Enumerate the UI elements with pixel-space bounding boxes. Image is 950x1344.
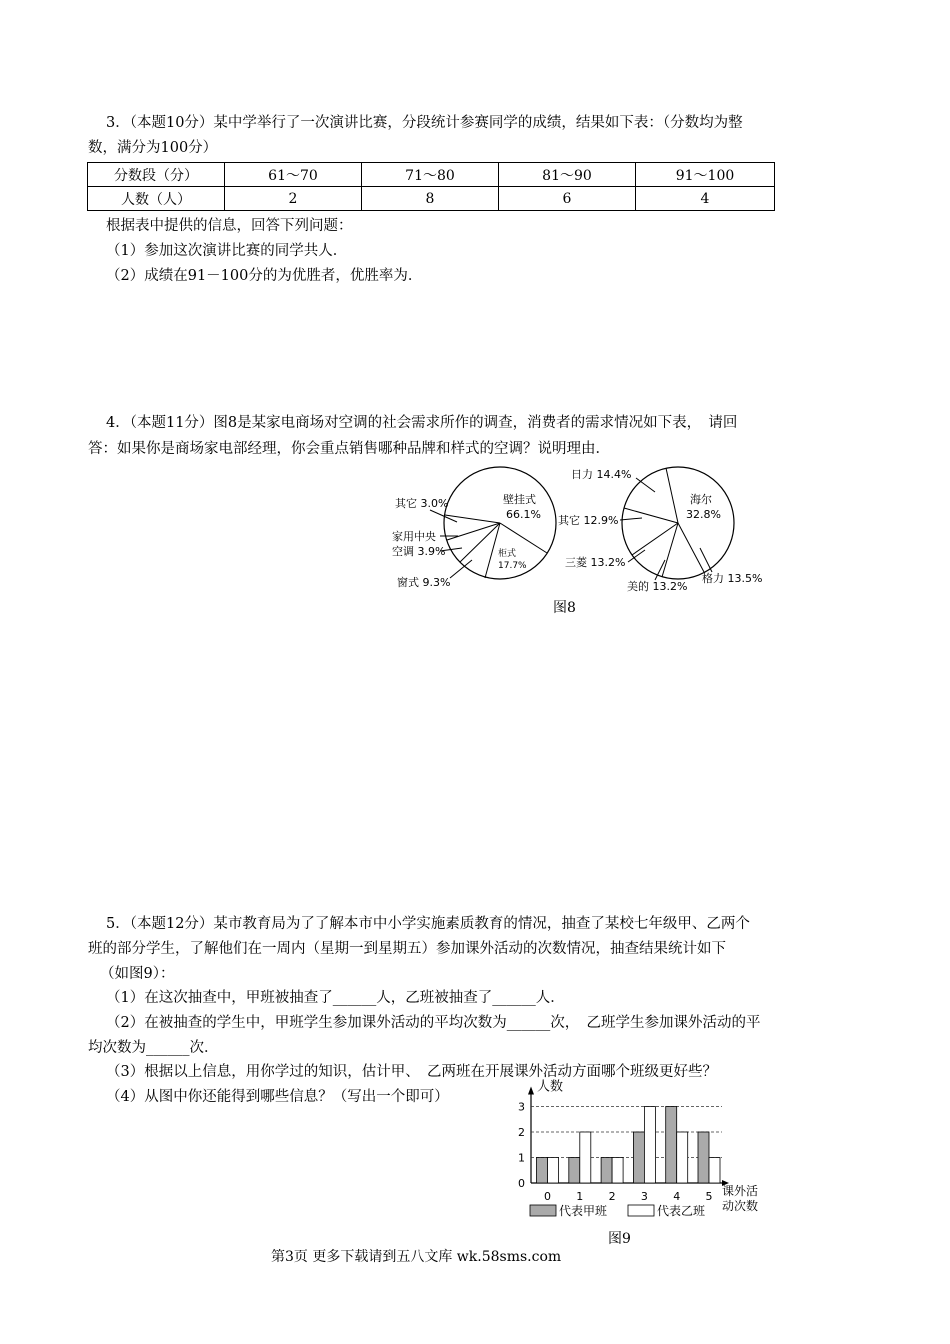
x-tick-label: 4 xyxy=(673,1190,681,1203)
bar-class-b xyxy=(580,1132,591,1183)
bar-class-a xyxy=(569,1158,580,1184)
pie1-label: 窗式 9.3% xyxy=(397,576,451,589)
y-tick-label: 1 xyxy=(518,1151,525,1165)
bar-class-a xyxy=(537,1158,548,1184)
pie1-label: 空调 3.9% xyxy=(392,545,446,558)
q5-line2: 班的部分学生，了解他们在一周内（星期一到星期五）参加课外活动的次数情况，抽查结果统计如下 xyxy=(88,941,726,957)
table-cell: 81～90 xyxy=(499,163,636,187)
bar-class-a xyxy=(666,1107,677,1184)
legend-label-a: 代表甲班 xyxy=(559,1204,608,1218)
table-cell: 6 xyxy=(499,187,636,211)
pie2-label: 三菱 13.2% xyxy=(565,556,626,569)
q5-sub1: （1）在这次抽查中，甲班被抽查了______人，乙班被抽查了______人． xyxy=(106,990,565,1006)
table-cell: 4 xyxy=(636,187,775,211)
table-cell: 8 xyxy=(362,187,499,211)
y-tick-label: 2 xyxy=(518,1126,525,1139)
pie1-label: 家用中央 xyxy=(392,530,436,543)
q5-sub2a: （2）在被抽查的学生中，甲班学生参加课外活动的平均次数为______次， 乙班学生参加课外活动的平 xyxy=(106,1015,761,1031)
table-cell: 分数段（分） xyxy=(88,163,225,187)
legend-swatch-b xyxy=(628,1205,654,1216)
bar-class-b xyxy=(644,1107,655,1184)
y-axis-arrow xyxy=(528,1087,534,1095)
pie2-label: 日力 14.4% xyxy=(571,468,632,481)
q5-sub2b: 均次数为______次． xyxy=(88,1040,219,1056)
q3-sub1: （1）参加这次演讲比赛的同学共人． xyxy=(106,243,348,259)
x-axis-label: 课外活 xyxy=(722,1184,759,1198)
x-tick-label: 0 xyxy=(544,1190,551,1203)
bar-class-a xyxy=(601,1158,612,1184)
x-axis-label: 动次数 xyxy=(722,1199,759,1213)
table-cell: 71～80 xyxy=(362,163,499,187)
table-cell: 2 xyxy=(225,187,362,211)
q5-line3: （如图9）： xyxy=(100,966,175,982)
q5-sub3: （3）根据以上信息，用你学过的知识，估计甲、 乙两班在开展课外活动方面哪个班级更好些？ xyxy=(106,1064,717,1080)
x-tick-label: 2 xyxy=(608,1190,616,1203)
pie2-label: 海尔 xyxy=(690,493,712,506)
bar-class-b xyxy=(709,1158,720,1184)
x-tick-label: 3 xyxy=(640,1190,648,1203)
bar-class-b xyxy=(548,1158,559,1184)
legend-label-b: 代表乙班 xyxy=(657,1204,706,1218)
legend-swatch-a xyxy=(530,1205,556,1216)
pie2-label: 美的 13.2% xyxy=(627,580,688,593)
figure-8-caption: 图8 xyxy=(553,600,576,616)
y-tick-label: 3 xyxy=(518,1100,525,1114)
q5-sub4: （4）从图中你还能得到哪些信息？（写出一个即可） xyxy=(106,1089,449,1105)
q3-line2: 数，满分为100分） xyxy=(88,140,218,156)
q3-sub2: （2）成绩在91－100分的为优胜者，优胜率为． xyxy=(106,268,423,284)
x-tick-label: 5 xyxy=(705,1190,713,1203)
bar-class-b xyxy=(612,1158,623,1184)
table-cell: 91～100 xyxy=(636,163,775,187)
table-cell: 人数（人） xyxy=(88,187,225,211)
q4-line1: 4．（本题11分）图8是某家电商场对空调的社会需求所作的调查，消费者的需求情况如下表， 请回 xyxy=(106,415,738,431)
pie1-label: 17.7% xyxy=(498,561,527,571)
q3-line3: 根据表中提供的信息，回答下列问题： xyxy=(106,218,353,234)
bar-class-a xyxy=(698,1132,709,1183)
bar-class-a xyxy=(633,1132,644,1183)
table-cell: 61～70 xyxy=(225,163,362,187)
q5-line1: 5．（本题12分）某市教育局为了了解本市中小学实施素质教育的情况，抽查了某校七年级甲、乙两个 xyxy=(106,916,750,932)
figure-9-caption: 图9 xyxy=(608,1231,631,1247)
page-footer: 第3页 更多下载请到五八文库 wk.58sms.com xyxy=(271,1249,562,1265)
bar-class-b xyxy=(677,1132,688,1183)
q4-line2: 答：如果你是商场家电部经理，你会重点销售哪种品牌和样式的空调？说明理由． xyxy=(88,441,610,457)
pie1-label: 柜式 xyxy=(498,549,517,559)
pie1-label: 壁挂式 xyxy=(503,493,536,506)
pie2-label: 32.8% xyxy=(686,508,721,521)
pie1-label: 66.1% xyxy=(506,508,541,521)
pie2-label: 其它 12.9% xyxy=(558,514,619,527)
y-tick-label: 0 xyxy=(518,1177,525,1190)
pie1-label: 其它 3.0% xyxy=(395,497,449,510)
pie2-label: 格力 13.5% xyxy=(702,572,763,585)
q3-line1: 3．（本题10分）某中学举行了一次演讲比赛，分段统计参赛同学的成绩，结果如下表：（分数均为整 xyxy=(106,115,743,131)
y-axis-label: 人数 xyxy=(537,1079,564,1095)
x-tick-label: 1 xyxy=(576,1190,584,1203)
